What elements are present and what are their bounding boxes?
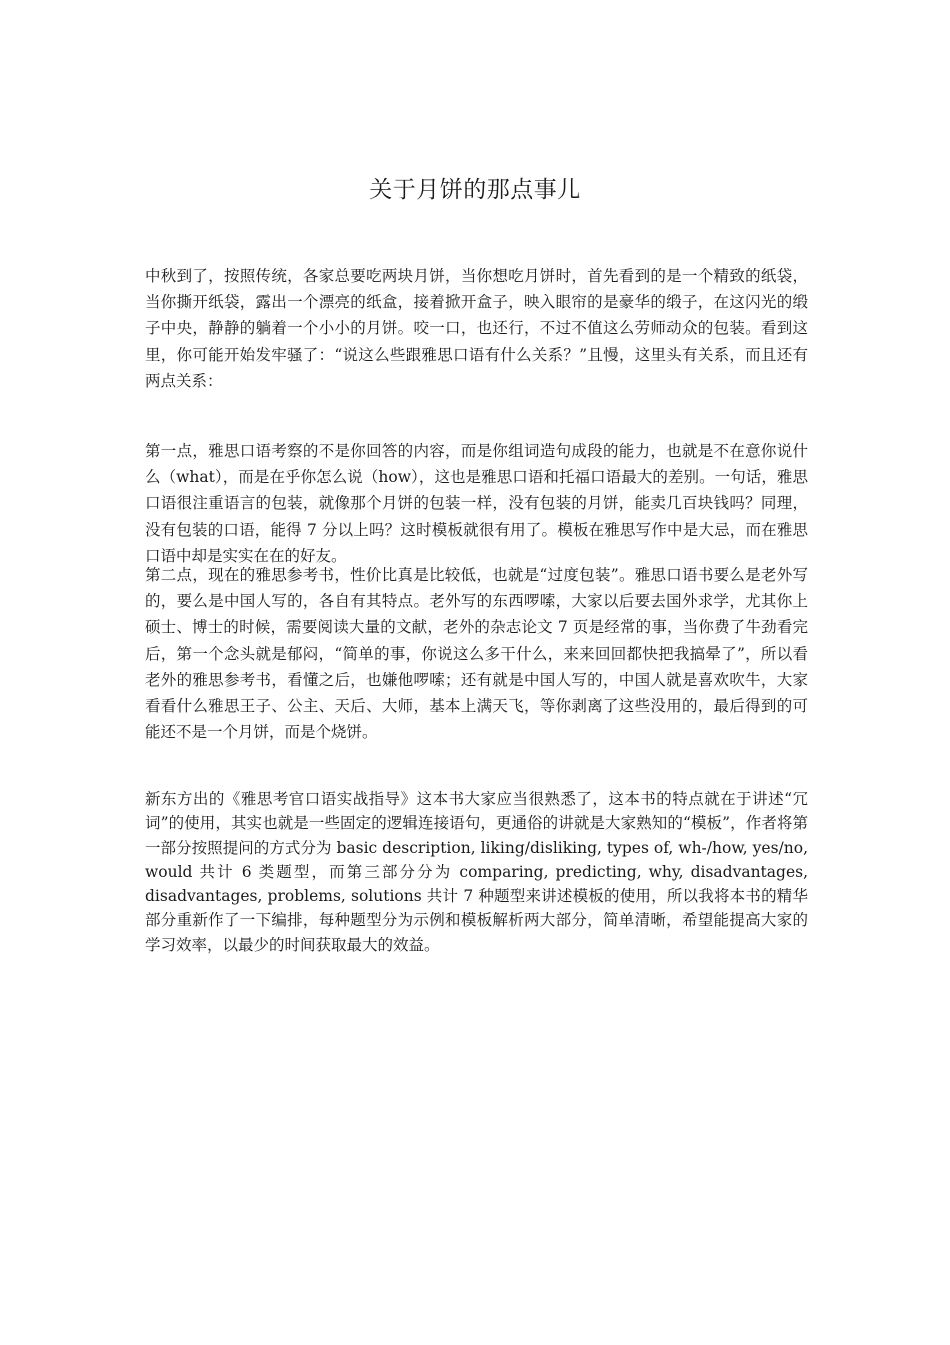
document-title: 关于月饼的那点事儿	[369, 177, 581, 203]
paragraph-book-intro: 新东方出的《雅思考官口语实战指导》这本书大家应当很熟悉了，这本书的特点就在于讲述“冗词”的使用，其实也就是一些固定的逻辑连接语句，更通俗的讲就是大家熟知的“模板”，作者将第一部分按照提问的方式分为 basic description, liking/disliking, types of, wh-/how, yes/no, would 共计 6 类题型，而第三部分分为 comparing, predicting, why, disadvantages, disadvantages, problems, solutions 共计 7 种题型来讲述模板的使用，所以我将本书的精华部分重新作了一下编排，每种题型分为示例和模板解析两大部分，简单清晰，希望能提高大家的学习效率，以最少的时间获取最大的效益。	[145, 790, 808, 954]
paragraph-intro: 中秋到了，按照传统，各家总要吃两块月饼，当你想吃月饼时，首先看到的是一个精致的纸袋，当你撕开纸袋，露出一个漂亮的纸盒，接着掀开盒子，映入眼帘的是豪华的缎子，在这闪光的缎子中央，静静的躺着一个小小的月饼。咬一口，也还行，不过不值这么劳师动众的包装。看到这里，你可能开始发牢骚了：“说这么些跟雅思口语有什么关系？”且慢，这里头有关系，而且还有两点关系：	[145, 267, 808, 390]
paragraph-point-two: 第二点，现在的雅思参考书，性价比真是比较低，也就是“过度包装”。雅思口语书要么是老外写的，要么是中国人写的，各自有其特点。老外写的东西啰嗦，大家以后要去国外求学，尤其你上硕士、博士的时候，需要阅读大量的文献，老外的杂志论文 7 页是经常的事，当你费了牛劲看完后，第一个念头就是郁闷，“简单的事，你说这么多干什么，来来回回都快把我搞晕了”，所以看老外的雅思参考书，看懂之后，也嫌他啰嗦；还有就是中国人写的，中国人就是喜欢吹牛，大家看看什么雅思王子、公主、天后、大师，基本上满天飞，等你剥离了这些没用的，最后得到的可能还不是一个月饼，而是个烧饼。	[145, 566, 808, 742]
paragraph-point-one: 第一点，雅思口语考察的不是你回答的内容，而是你组词造句成段的能力，也就是不在意你说什么（what），而是在乎你怎么说（how），这也是雅思口语和托福口语最大的差别。一句话，雅思口语很注重语言的包装，就像那个月饼的包装一样，没有包装的月饼，能卖几百块钱吗？同理，没有包装的口语，能得 7 分以上吗？这时模板就很有用了。模板在雅思写作中是大忌，而在雅思口语中却是实实在在的好友。	[145, 442, 808, 565]
